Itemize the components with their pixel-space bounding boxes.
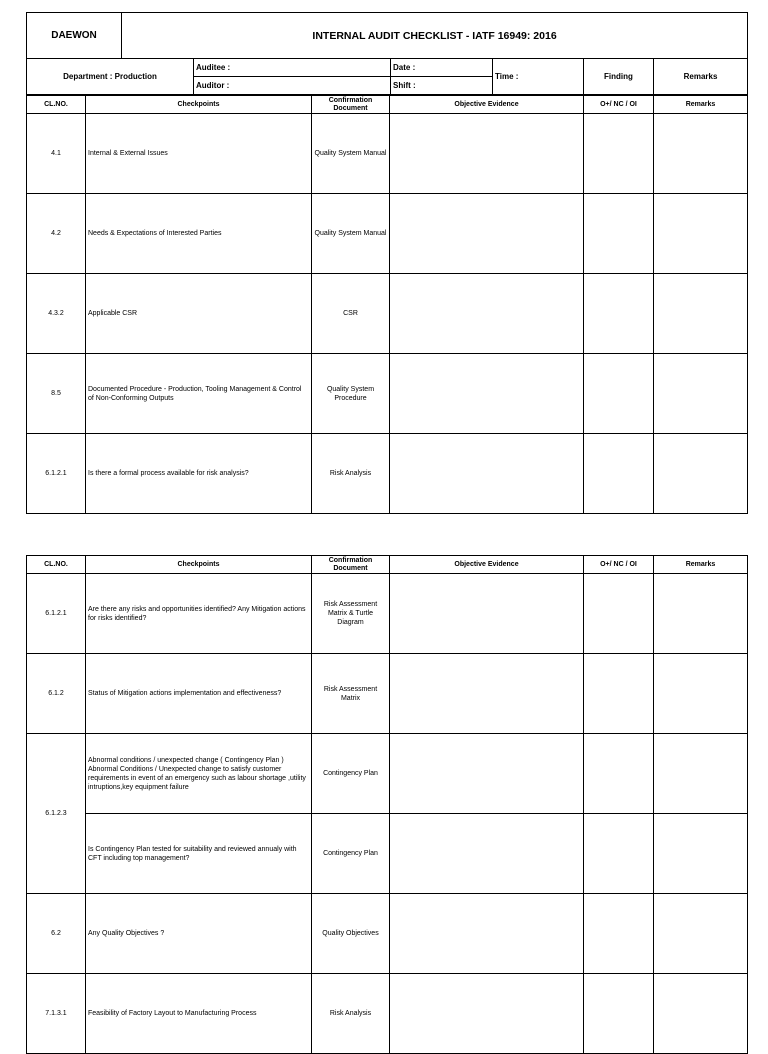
evidence-cell[interactable]: [390, 814, 584, 894]
auditor-label: Auditor :: [194, 77, 391, 95]
evidence-cell[interactable]: [390, 974, 584, 1054]
table-row: [27, 434, 748, 514]
column-header-evidence: Objective Evidence: [390, 96, 584, 114]
finding-cell[interactable]: [584, 894, 654, 974]
remarks-cell[interactable]: [654, 654, 748, 734]
checkpoint-cell: Applicable CSR: [86, 274, 312, 354]
checklist-table-page2: [26, 555, 748, 1054]
column-header-finding: O+/ NC / OI: [584, 96, 654, 114]
finding-cell[interactable]: [584, 814, 654, 894]
table-row: [27, 114, 748, 194]
clno-cell: 6.1.2: [27, 654, 86, 734]
checkpoint-cell: Status of Mitigation actions implementation and effectiveness?: [86, 654, 312, 734]
checkpoint-cell: Needs & Expectations of Interested Parties: [86, 194, 312, 274]
clno-cell: 4.1: [27, 114, 86, 194]
evidence-cell[interactable]: [390, 114, 584, 194]
column-header-clno: CL.NO.: [27, 96, 86, 114]
column-header-checkpoints: Checkpoints: [86, 96, 312, 114]
column-header-finding: O+/ NC / OI: [584, 556, 654, 574]
table-row: [27, 574, 748, 654]
finding-cell[interactable]: [584, 274, 654, 354]
finding-cell[interactable]: [584, 974, 654, 1054]
document-cell: Contingency Plan: [312, 734, 390, 814]
audit-header: [26, 12, 748, 95]
clno-cell: 4.3.2: [27, 274, 86, 354]
checkpoint-cell: Is there a formal process available for risk analysis?: [86, 434, 312, 514]
finding-cell[interactable]: [584, 114, 654, 194]
auditee-label: Auditee :: [194, 59, 391, 77]
column-header-remarks: Remarks: [654, 96, 748, 114]
evidence-cell[interactable]: [390, 574, 584, 654]
evidence-cell[interactable]: [390, 274, 584, 354]
remarks-cell[interactable]: [654, 194, 748, 274]
document-cell: Risk Analysis: [312, 974, 390, 1054]
checkpoint-cell: Any Quality Objectives ?: [86, 894, 312, 974]
clno-cell: 4.2: [27, 194, 86, 274]
clno-cell: 7.1.3.1: [27, 974, 86, 1054]
evidence-cell[interactable]: [390, 354, 584, 434]
column-header-confirmation: Confirmation Document: [312, 96, 390, 114]
clno-cell: 8.5: [27, 354, 86, 434]
evidence-cell[interactable]: [390, 734, 584, 814]
checkpoint-cell: Are there any risks and opportunities identified? Any Mitigation actions for risks identified?: [86, 574, 312, 654]
document-title: INTERNAL AUDIT CHECKLIST - IATF 16949: 2016: [122, 13, 748, 59]
checkpoint-cell: Feasibility of Factory Layout to Manufacturing Process: [86, 974, 312, 1054]
finding-cell[interactable]: [584, 434, 654, 514]
column-header-remarks: Remarks: [654, 556, 748, 574]
remarks-cell[interactable]: [654, 274, 748, 354]
remarks-cell[interactable]: [654, 734, 748, 814]
department-label: Department : Production: [27, 59, 194, 95]
table-row: [27, 654, 748, 734]
table-row: [27, 194, 748, 274]
clno-cell: 6.1.2.1: [27, 574, 86, 654]
checkpoint-cell: Is Contingency Plan tested for suitability and reviewed annualy with CFT including top management?: [86, 814, 312, 894]
column-header-confirmation: Confirmation Document: [312, 556, 390, 574]
checkpoint-cell: Abnormal conditions / unexpected change ( Contingency Plan ) Abnormal Conditions / Unexpected change to satisfy customer requirements in event of an emergency such as labour shortage ,utility intruptions,key equipment failure: [86, 734, 312, 814]
remarks-cell[interactable]: [654, 814, 748, 894]
table-row: [27, 814, 748, 894]
document-cell: Risk Assessment Matrix & Turtle Diagram: [312, 574, 390, 654]
document-cell: Risk Analysis: [312, 434, 390, 514]
clno-cell: 6.1.2.3: [27, 734, 86, 894]
table-row: [27, 274, 748, 354]
time-label: Time :: [493, 59, 584, 95]
document-cell: Quality System Manual: [312, 194, 390, 274]
remarks-cell[interactable]: [654, 114, 748, 194]
document-cell: Quality System Procedure: [312, 354, 390, 434]
table-row: [27, 354, 748, 434]
finding-cell[interactable]: [584, 354, 654, 434]
checkpoint-cell: Documented Procedure - Production, Tooling Management & Control of Non-Conforming Outputs: [86, 354, 312, 434]
checkpoint-cell: Internal & External Issues: [86, 114, 312, 194]
column-header-clno: CL.NO.: [27, 556, 86, 574]
remarks-cell[interactable]: [654, 894, 748, 974]
column-header-checkpoints: Checkpoints: [86, 556, 312, 574]
document-cell: Quality Objectives: [312, 894, 390, 974]
evidence-cell[interactable]: [390, 894, 584, 974]
clno-cell: 6.2: [27, 894, 86, 974]
evidence-cell[interactable]: [390, 194, 584, 274]
checklist-table-page1: [26, 95, 748, 514]
table-row: [27, 734, 748, 814]
finding-cell[interactable]: [584, 194, 654, 274]
finding-label: Finding: [584, 59, 654, 95]
evidence-cell[interactable]: [390, 654, 584, 734]
document-cell: Risk Assessment Matrix: [312, 654, 390, 734]
company-name: DAEWON: [27, 13, 122, 59]
date-label: Date :: [391, 59, 493, 77]
header-remarks-label: Remarks: [654, 59, 748, 95]
document-cell: Quality System Manual: [312, 114, 390, 194]
shift-label: Shift :: [391, 77, 493, 95]
finding-cell[interactable]: [584, 574, 654, 654]
evidence-cell[interactable]: [390, 434, 584, 514]
remarks-cell[interactable]: [654, 974, 748, 1054]
column-header-evidence: Objective Evidence: [390, 556, 584, 574]
remarks-cell[interactable]: [654, 574, 748, 654]
table-row: [27, 974, 748, 1054]
table-row: [27, 894, 748, 974]
clno-cell: 6.1.2.1: [27, 434, 86, 514]
remarks-cell[interactable]: [654, 354, 748, 434]
finding-cell[interactable]: [584, 734, 654, 814]
document-cell: CSR: [312, 274, 390, 354]
finding-cell[interactable]: [584, 654, 654, 734]
document-cell: Contingency Plan: [312, 814, 390, 894]
remarks-cell[interactable]: [654, 434, 748, 514]
